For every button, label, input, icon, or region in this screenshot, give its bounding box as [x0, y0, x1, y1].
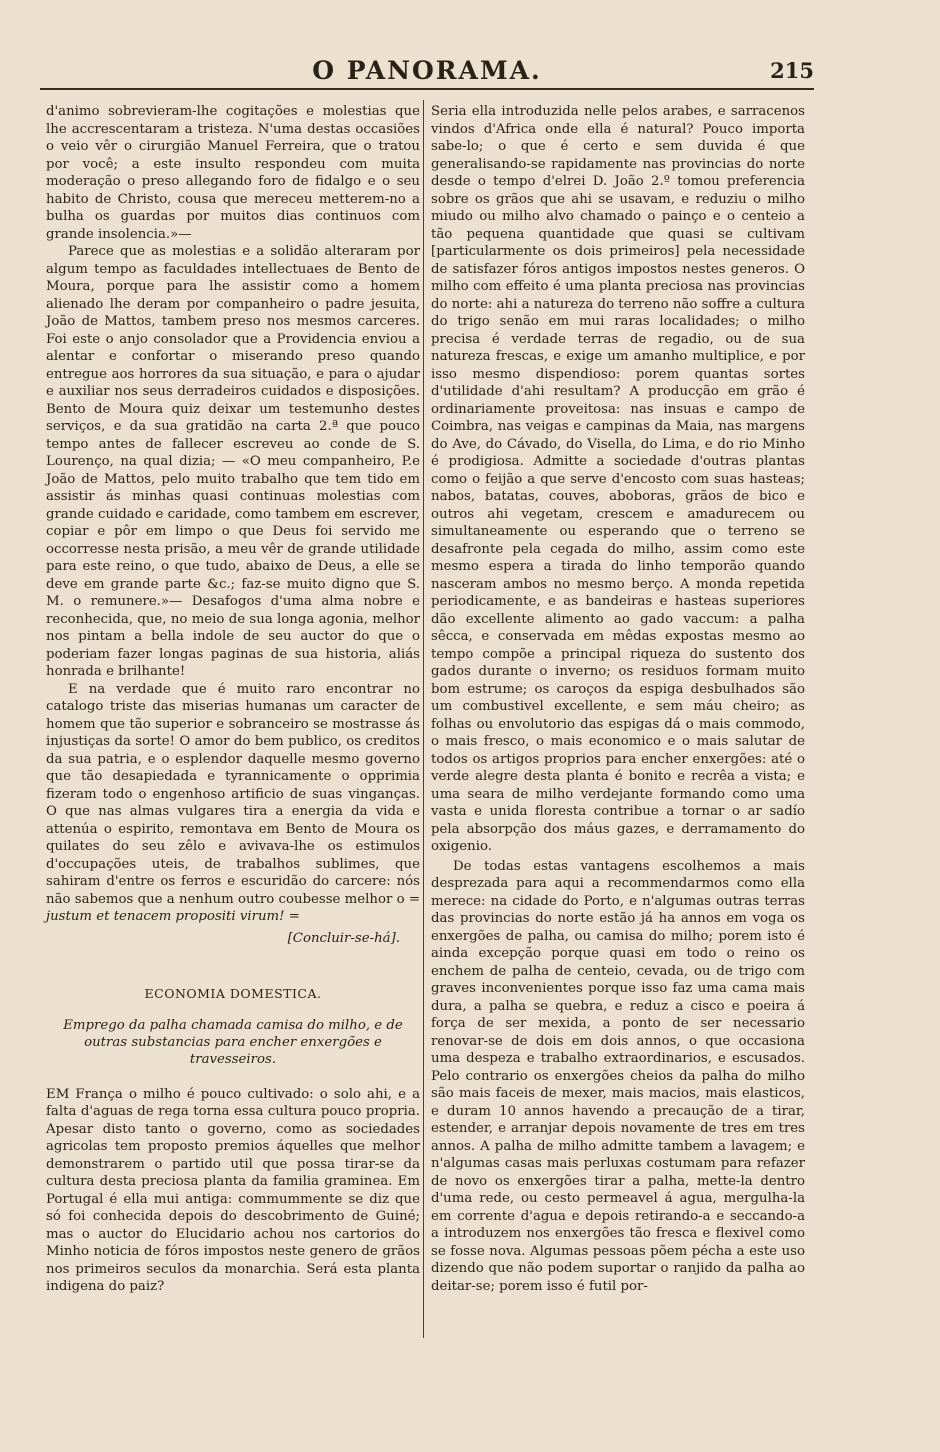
page-header — [40, 52, 814, 90]
section-heading: ECONOMIA DOMESTICA. — [144, 986, 322, 1001]
paragraph-text: E na verdade que é muito raro encontrar no catalogo triste das miserias humanas um caracter de homem que tão superior e sobranceiro se mostrasse ás injustiças da sorte! O amor do bem publico, os creditos da sua patria, e o esplendor daquelle mesmo governo que tão desapiedada e tyrannicamente o opprimia fizeram todo o engenhoso artificio de suas vinganças. O que nas almas vulgares tira a energia da vida e attenúa o espirito, remontava em Bento de Moura os quilates do seu zêlo e avivava-lhe os estimulos d'occupações uteis, de trabalhos sublimes, que sahiram d'entre os ferros e escuridão do carcere: nós não sabemos que a nenhum outro coubesse melhor o = — [46, 681, 420, 907]
paragraph: De todas estas vantagens escolhemos a mais desprezada para aqui a recommendarmos como ella merece: na cidade do Porto, e n'algumas outras terras das provincias do norte estão já ha annos em voga os enxergões de palha, ou camisa do milho; porem isto é ainda excepção porque quasi em todo o reino os enchem de palha de centeio, cevada, ou de trigo com graves inconvenientes porque isso faz uma cama mais dura, a palha se quebra, e reduz a cisco e poeira á força de ser mexida, a ponto de ser necessario renovar-se de dois em dois annos, o que occasiona uma despeza e trabalho extraordinarios, e escusados. Pelo contrario os enxergões cheios da palha do milho são mais faceis de mexer, mais macios, mais elasticos, e duram 10 annos havendo a precaução de a tirar, estender, e arranjar depois novamente de tres em tres annos. A palha de milho admitte tambem a lavagem; e n'algumas casas mais perluxas costumam para refazer de novo os enxergões tirar a palha, mette-la dentro d'uma rede, ou cesto permeavel á agua, mergulha-la em corrente d'agua e depois retirando-a e seccando-a a introduzem nos enxergões tão fresca e flexivel como se fosse nova. Algumas pessoas põem pécha a este uso dizendo que não podem suportar o ranjido da palha ao deitar-se; porem isso é futil por- — [431, 858, 805, 1294]
right-column — [431, 103, 805, 1295]
latin-quote: justum et tenacem propositi virum! = — [46, 909, 300, 924]
left-column — [46, 103, 420, 1296]
paragraph — [46, 681, 420, 926]
article-title: Emprego da palha chamada camisa do milho, e de outras substancias para encher enxergões e travesseiros. — [63, 1017, 403, 1067]
page-number: 215 — [770, 58, 814, 83]
paragraph: d'animo sobrevieram-lhe cogitações e molestias que lhe accrescentaram a tristeza. N'uma destas occasiões o veio vêr o cirurgião Manuel Ferreira, que o tratou por você; a este insulto respondeu com muita moderação o preso allegando foro de fidalgo e o seu habito de Christo, cousa que mereceu metterem-no a bulha os guardas por muitos dias continuos com grande insolencia.»— — [46, 104, 420, 242]
paragraph: Seria ella introduzida nelle pelos arabes, e sarracenos vindos d'Africa onde ella é natural? Pouco importa sabe-lo; o que é certo e sem duvida é que generalisando-se rapidamente nas provincias do norte desde o tempo d'elrei D. João 2.º tomou preferencia sobre os grãos que ahi se usavam, e reduziu o milho miudo ou milho alvo chamado o painço e o centeio a tão pequena quantidade que quasi se cultivam [particularmente os dois primeiros] pela necessidade de satisfazer fóros antigos impostos nestes generos. O milho com effeito é uma planta preciosa nas provincias do norte: ahi a natureza do terreno não soffre a cultura do trigo senão em mui raras localidades; o milho precisa é verdade terras de regadio, ou de sua natureza frescas, e exige um amanho multiplice, e por isso mesmo dispendioso: porem quantas sortes d'utilidade d'ahi resultam? A producção em grão é ordinariamente proveitosa: nas insuas e campo de Coimbra, nas veigas e campinas da Maia, nas margens do Ave, do Cávado, do Visella, do Lima, e do rio Minho é prodigiosa. Admitte a sociedade d'outras plantas como o feijão a que serve d'encosto com suas hasteas; nabos, batatas, couves, aboboras, grãos de bico e outros ahi vegetam, crescem e amadurecem ou simultaneamente ou esperando que o terreno se desafronte pela cegada do milho, assim como este mesmo espera a tirada do linho temporão quando nasceram ambos no mesmo berço. A monda repetida periodicamente, e as bandeiras e hasteas superiores dão excellente alimento ao gado vaccum: a palha sêcca, e conservada em mêdas expostas mesmo ao tempo compõe a principal riqueza do sustento dos gados durante o inverno; os residuos formam muito bom estrume; os caroços da espiga desbulhados são um combustivel excellente, e sem máu cheiro; as folhas ou envolutorio das espigas dá o mais commodo, o mais fresco, o mais economico e o mais salutar de todos os artigos proprios para encher enxergões: até o verde alegre desta planta é bonito e recrêa a vista; e uma seara de milho verdejante formando como uma vasta e unida floresta contribue a tornar o ar sadío pela absorpção dos máus gazes, e derramamento do oxigenio. — [431, 104, 805, 854]
conclusion-note: [Concluir-se-há]. — [287, 930, 400, 946]
masthead-title: O PANORAMA. — [312, 56, 542, 85]
paragraph: Parece que as molestias e a solidão alteraram por algum tempo as faculdades intellectuaes de Bento de Moura, porque para lhe assistir como a homem alienado lhe deram por companheiro o padre jesuita, João de Mattos, tambem preso nos mesmos carceres. Foi este o anjo consolador que a Providencia enviou a alentar e confortar o miserando preso quando entregue aos horrores da sua situação, e para o ajudar e auxiliar nos seus derradeiros cuidados e disposições. Bento de Moura quiz deixar um testemunho destes serviços, e da sua gratidão na carta 2.ª que pouco tempo antes de fallecer escreveu ao conde de S. Lourenço, na qual dizia; — «O meu companheiro, P.e João de Mattos, pelo muito trabalho que tem tido em assistir ás minhas quasi continuas molestias com grande cuidado e caridade, como tambem em escrever, copiar e pôr em limpo o que Deus foi servido me occorresse nesta prisão, a meu vêr de grande utilidade para este reino, o que tudo, abaixo de Deus, a elle se deve em grande parte &c.; faz-se muito digno que S. M. o remunere.»— Desafogos d'uma alma nobre e reconhecida, que, no meio de sua longa agonia, melhor nos pintam a bella indole de seu auctor do que o poderiam fazer longas paginas de sua historia, aliás honrada e brilhante! — [46, 244, 420, 679]
column-divider — [423, 100, 424, 1338]
paragraph: EM França o milho é pouco cultivado: o solo ahi, e a falta d'aguas de rega torna essa cultura pouco propria. Apesar disto tanto o governo, como as sociedades agricolas tem proposto premios áquelles que melhor demonstrarem o partido util que possa tirar-se da cultura desta preciosa planta da familia graminea. Em Portugal é ella mui antiga: commummente se diz que só foi conhecida depois do descobrimento de Guiné; mas o auctor do Elucidario achou nos cartorios do Minho noticia de fóros impostos neste genero de grãos nos primeiros seculos da monarchia. Será esta planta indigena do paiz? — [46, 1086, 420, 1294]
